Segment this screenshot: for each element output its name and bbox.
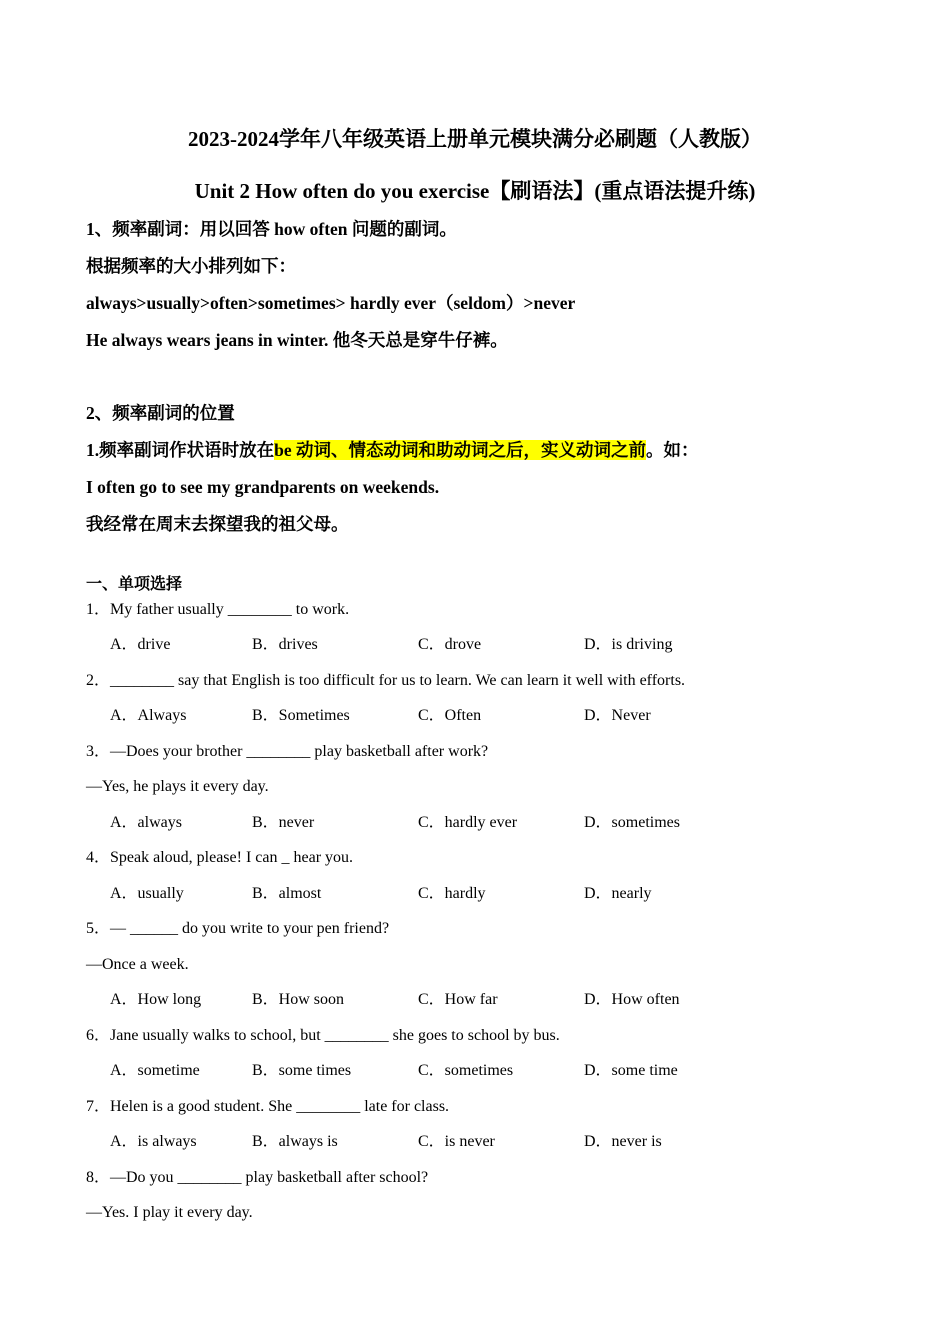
grammar-example-1: He always wears jeans in winter. 他冬天总是穿牛仔裤。 (86, 330, 508, 350)
question-stem: 7．Helen is a good student. She ________ late for class. (86, 1098, 450, 1115)
option-d: D．Never (584, 707, 651, 724)
option-c: C．Often (418, 707, 482, 724)
grammar-rule-start: 1.频率副词作状语时放在 (86, 440, 275, 460)
option-d: D．nearly (584, 885, 652, 902)
question-stem: 6．Jane usually walks to school, but ________ she goes to school by bus. (86, 1027, 560, 1044)
option-b: B．drives (252, 636, 318, 653)
option-b: B．How soon (252, 991, 345, 1008)
question-stem: 5．— ______ do you write to your pen friend? (86, 920, 390, 937)
option-c: C．hardly (418, 885, 486, 902)
option-c: C．is never (418, 1133, 495, 1150)
option-a: A．is always (110, 1133, 197, 1150)
question-options (110, 989, 850, 1011)
option-c: C．sometimes (418, 1062, 514, 1079)
option-b: B．almost (252, 885, 322, 902)
question-options (110, 1131, 850, 1153)
question-stem: 8．—Do you ________ play basketball after school? (86, 1169, 429, 1186)
option-a: A．usually (110, 885, 184, 902)
option-b: B．always is (252, 1133, 338, 1150)
option-a: A．How long (110, 991, 202, 1008)
grammar-point-2: 2、频率副词的位置 (86, 403, 235, 423)
question-options (110, 1060, 850, 1082)
option-d: D．sometimes (584, 814, 680, 831)
grammar-example-2-translation: 我经常在周末去探望我的祖父母。 (86, 514, 349, 534)
grammar-point-1: 1、频率副词：用以回答 how often 问题的副词。 (86, 219, 457, 239)
option-b: B．never (252, 814, 315, 831)
option-a: A．Always (110, 707, 187, 724)
section-title: 一、单项选择 (86, 576, 183, 593)
question-stem: 4．Speak aloud, please! I can _ hear you. (86, 849, 354, 866)
question-stem: 3．—Does your brother ________ play basketball after work? (86, 743, 489, 760)
option-a: A．sometime (110, 1062, 200, 1079)
option-b: B．some times (252, 1062, 352, 1079)
option-c: C．hardly ever (418, 814, 518, 831)
grammar-rule-end: 。如： (646, 440, 699, 460)
option-a: A．always (110, 814, 182, 831)
grammar-order-list: always>usually>often>sometimes> hardly ever（seldom）>never (86, 293, 576, 313)
option-a: A．drive (110, 636, 171, 653)
question-options (110, 705, 850, 727)
option-d: D．is driving (584, 636, 673, 653)
question-stem: 2．________ say that English is too difficult for us to learn. We can learn it well with efforts. (86, 672, 686, 689)
option-c: C．How far (418, 991, 498, 1008)
question-options (110, 634, 850, 656)
document-subtitle: Unit 2 How often do you exercise【刷语法】(重点语法提升练) (194, 179, 756, 203)
question-response: —Once a week. (86, 956, 189, 973)
option-d: D．How often (584, 991, 680, 1008)
grammar-example-2: I often go to see my grandparents on weekends. (86, 477, 440, 497)
question-response: —Yes. I play it every day. (86, 1204, 253, 1221)
question-options (110, 812, 850, 834)
option-b: B．Sometimes (252, 707, 350, 724)
option-d: D．never is (584, 1133, 662, 1150)
option-c: C．drove (418, 636, 482, 653)
grammar-rule (86, 438, 699, 462)
grammar-rule-highlight: be 动词、情态动词和助动词之后，实义动词之前 (274, 440, 646, 460)
grammar-order-intro: 根据频率的大小排列如下： (86, 256, 296, 276)
question-response: —Yes, he plays it every day. (86, 778, 269, 795)
question-options (110, 883, 850, 905)
option-d: D．some time (584, 1062, 678, 1079)
document-title: 2023-2024学年八年级英语上册单元模块满分必刷题（人教版） (188, 127, 762, 151)
question-stem: 1．My father usually ________ to work. (86, 601, 350, 618)
